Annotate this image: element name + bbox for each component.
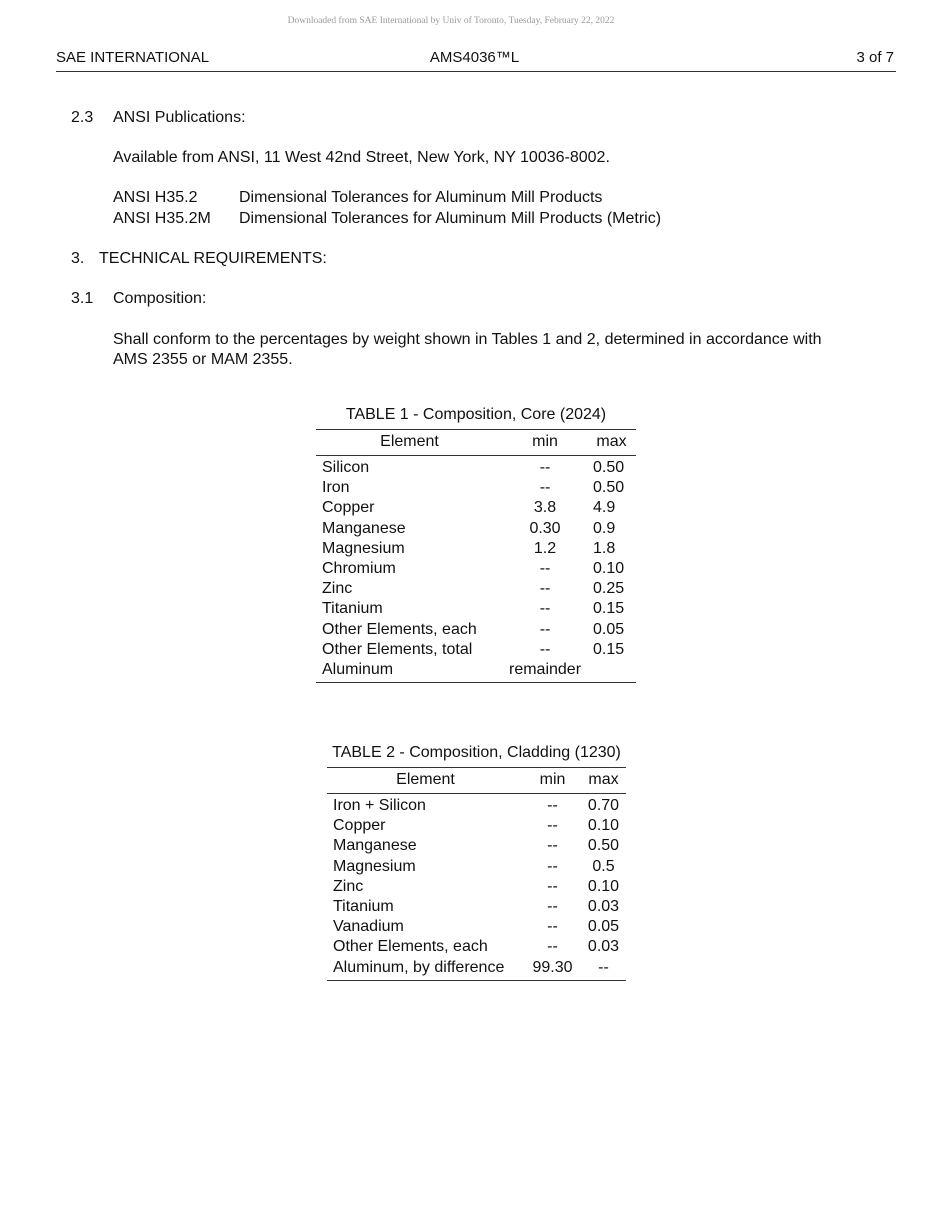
publisher-name: SAE INTERNATIONAL — [56, 49, 210, 66]
table-row — [316, 539, 636, 559]
min-cell: -- — [539, 459, 551, 476]
element-cell: Vanadium — [333, 918, 404, 936]
element-cell: Other Elements, total — [322, 640, 473, 658]
document-id: AMS4036™L — [429, 49, 520, 66]
table-header-row — [327, 768, 626, 794]
max-cell: 0.50 — [593, 479, 625, 497]
ansi-ref-code: ANSI H35.2M — [113, 210, 211, 227]
element-cell: Titanium — [322, 600, 383, 618]
min-cell: -- — [547, 797, 558, 814]
table-row — [316, 579, 636, 599]
max-cell: 0.15 — [593, 640, 625, 658]
max-cell: 0.03 — [587, 938, 620, 956]
table-caption: TABLE 1 - Composition, Core (2024) — [345, 406, 607, 423]
ansi-ref-title: Dimensional Tolerances for Aluminum Mill Products (Metric) — [239, 210, 662, 227]
section-3-title: TECHNICAL REQUIREMENTS: — [99, 250, 327, 267]
table-caption: TABLE 2 - Composition, Cladding (1230) — [332, 744, 621, 761]
min-cell: -- — [539, 580, 551, 598]
element-cell: Magnesium — [333, 857, 416, 875]
min-cell: -- — [547, 938, 558, 956]
page-header — [56, 49, 896, 72]
composition-paragraph-line: AMS 2355 or MAM 2355. — [113, 351, 293, 368]
table-row — [316, 559, 636, 579]
max-cell: 1.8 — [593, 539, 616, 557]
max-cell: 0.10 — [587, 817, 620, 835]
page-number: 3 of 7 — [856, 49, 894, 66]
table-row — [316, 599, 636, 619]
max-cell: 0.70 — [587, 797, 620, 814]
table-row — [316, 620, 636, 640]
header-max: max — [581, 768, 626, 794]
header-element: Element — [327, 768, 524, 794]
element-cell: Aluminum, by difference — [327, 958, 524, 981]
section-2-3-title: ANSI Publications: — [113, 109, 246, 126]
max-cell: 0.9 — [593, 519, 616, 537]
table-row — [327, 816, 626, 836]
table-body — [327, 794, 626, 981]
max-cell: 0.10 — [593, 560, 625, 578]
min-cell: -- — [539, 600, 551, 618]
section-3-number: 3. — [71, 250, 85, 267]
ansi-availability-text: Available from ANSI, 11 West 42nd Street, New York, NY 10036-8002. — [113, 149, 610, 166]
header-min: min — [524, 768, 581, 794]
max-cell: 0.15 — [593, 600, 625, 618]
composition-core-table — [316, 406, 636, 683]
max-cell: -- — [581, 958, 626, 981]
header-min: min — [503, 430, 587, 456]
table-row — [316, 478, 636, 498]
table-row — [327, 857, 626, 877]
min-cell: 0.30 — [529, 519, 561, 537]
element-cell: Magnesium — [322, 539, 405, 557]
min-cell: -- — [539, 640, 551, 658]
element-cell: Manganese — [333, 837, 417, 855]
element-cell: Copper — [322, 499, 375, 517]
element-cell: Other Elements, each — [322, 620, 477, 638]
table-row — [327, 897, 626, 917]
max-cell: 0.50 — [593, 459, 625, 476]
ansi-ref-code: ANSI H35.2 — [113, 189, 198, 206]
table-row — [316, 498, 636, 518]
table-row — [316, 660, 636, 683]
table-row — [327, 836, 626, 856]
max-cell: 4.9 — [593, 499, 616, 517]
element-cell: Zinc — [322, 580, 353, 598]
min-cell: -- — [539, 560, 551, 578]
min-cell: -- — [547, 918, 558, 936]
header-element: Element — [316, 430, 503, 456]
element-cell: Iron + Silicon — [333, 797, 426, 814]
header-max: max — [587, 430, 636, 456]
element-cell: Manganese — [322, 519, 406, 537]
min-cell: -- — [539, 479, 551, 497]
composition-paragraph-line: Shall conform to the percentages by weight shown in Tables 1 and 2, determined in accordance with — [113, 331, 822, 348]
min-cell: -- — [547, 898, 558, 916]
max-cell: 0.10 — [587, 877, 620, 895]
max-cell: 0.05 — [587, 918, 620, 936]
min-cell: 99.30 — [524, 958, 581, 981]
max-cell: 0.5 — [592, 857, 615, 875]
max-cell: 0.25 — [593, 580, 625, 598]
element-cell: Aluminum — [316, 660, 503, 683]
composition-cladding-table — [327, 744, 626, 981]
max-cell — [587, 660, 636, 683]
table-row — [327, 877, 626, 897]
min-cell: remainder — [503, 660, 587, 683]
table-row — [327, 958, 626, 981]
max-cell: 0.03 — [587, 898, 620, 916]
max-cell: 0.50 — [587, 837, 620, 855]
element-cell: Other Elements, each — [333, 938, 488, 956]
element-cell: Titanium — [333, 898, 394, 916]
min-cell: 3.8 — [533, 499, 557, 517]
table-body — [316, 456, 636, 683]
element-cell: Silicon — [322, 459, 370, 476]
min-cell: -- — [547, 837, 558, 855]
min-cell: -- — [547, 877, 558, 895]
min-cell: -- — [539, 620, 551, 638]
table-row — [327, 794, 626, 817]
section-2-3-number: 2.3 — [71, 109, 94, 126]
element-cell: Copper — [333, 817, 386, 835]
ansi-ref-title: Dimensional Tolerances for Aluminum Mill Products — [239, 189, 603, 206]
min-cell: -- — [547, 817, 558, 835]
table-row — [327, 937, 626, 957]
element-cell: Zinc — [333, 877, 364, 895]
download-watermark: Downloaded from SAE International by Univ of Toronto, Tuesday, February 22, 2022 — [287, 16, 615, 26]
table-row — [316, 456, 636, 479]
min-cell: -- — [547, 857, 558, 875]
min-cell: 1.2 — [533, 539, 557, 557]
section-3-1-number: 3.1 — [71, 290, 94, 307]
section-3-1-title: Composition: — [113, 290, 207, 307]
table-row — [327, 917, 626, 937]
element-cell: Iron — [322, 479, 350, 497]
max-cell: 0.05 — [593, 620, 625, 638]
table-header-row — [316, 430, 636, 456]
table-row — [316, 640, 636, 660]
element-cell: Chromium — [322, 560, 396, 578]
table-row — [316, 519, 636, 539]
